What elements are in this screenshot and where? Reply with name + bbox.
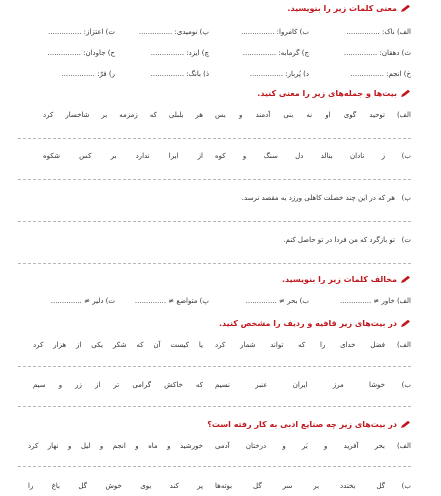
answer-line [18,366,411,367]
word-item: خ) انجم: ............... [350,70,411,78]
section-3-title: مخالف کلمات زیر را بنویسید. [281,275,397,284]
word-item: ذ) بانگ: ............... [150,70,209,78]
section-2-title: بیت‌ها و جمله‌های زیر را معنی کنید. [257,89,397,98]
item-label: ب) [401,381,411,389]
answer-line [18,138,411,139]
sentence: تو بازگرد که من فردا در تو حاصل کنم. [283,236,395,244]
pen-icon [400,420,411,429]
hemistich: گل بخندد بر سر گل بوته‌ها [215,482,385,490]
pen-icon [400,4,411,13]
antonym-item: پ) متواضع ≠ .............. [134,297,209,305]
hemistich: از ایرا ندارد بر کس شکوه [43,152,203,160]
item-label: ت) [401,236,411,244]
sentence: هر که در این چند خصلت کاهلی ورزد به مقصد نرسد. [241,194,395,202]
antonym-item: الف) خاور ≠ .............. [340,297,411,305]
answer-line [18,221,411,222]
section-1-title: معنی کلمات زیر را بنویسید. [287,4,397,13]
word-item: چ) ایزد: ............... [150,49,209,57]
word-item: ح) جاودان: ............... [47,49,115,57]
item-label: الف) [396,111,411,119]
antonym-item: ب) بحر ≠ .............. [245,297,309,305]
word-item: ر) فرّ: ............... [61,70,115,78]
hemistich: هر بلبلی که زمزمه بر شاخسار کرد [43,111,203,119]
word-item: د) پُربار: ............... [249,70,309,78]
answer-line [18,406,411,407]
hemistich: ز نادان بنالد دل سنگ و کوه [215,152,385,160]
item-label: ب) [401,482,411,490]
word-item: ج) گرمابه: ............... [242,49,309,57]
item-label: الف) [396,442,411,450]
section-1-heading [287,4,411,13]
word-item: ت) اعتزاز: ............... [48,28,115,36]
hemistich: که خاکش گرامی تر از زر و سیم [33,381,203,389]
hemistich: پر کند بوی خوش گل باغ را [28,482,203,490]
hemistich: فضل خدای را که تواند شمار کرد [215,341,385,349]
hemistich: یا کیست آن که شکر یکی از هزار کرد [33,341,203,349]
word-item: پ) نومیدی: ............... [138,28,209,36]
word-item: الف) ناک: ............... [346,28,411,36]
item-label: ب) [401,152,411,160]
word-item: ث) دهقان: ............... [343,49,411,57]
answer-line [18,179,411,180]
pen-icon [400,89,411,98]
word-item: ب) کامروا: ............... [241,28,309,36]
hemistich: توحید گوی او نه بنی آدمند و بس [215,111,385,119]
pen-icon [400,275,411,284]
answer-line [18,466,411,467]
section-3-heading [282,275,411,284]
hemistich: بحر آفرید و بَر و درختان آدمی [215,442,385,450]
section-4-title: در بیت‌های زیر قافیه و ردیف را مشخص کنید. [219,319,397,328]
pen-icon [400,319,411,328]
item-label: پ) [401,194,411,202]
section-5-title: در بیت‌های زیر چه صنایع ادبی به کار رفته است؟ [207,420,397,429]
section-5-heading [207,420,411,429]
section-2-heading [257,89,411,98]
item-label: الف) [396,341,411,349]
section-4-heading [219,319,411,328]
answer-line [18,263,411,264]
hemistich: خوشا مرز ایران عنبر نسیم [215,381,385,389]
hemistich: خورشید و ماه و انجم و لیل و نهار کرد [28,442,203,450]
antonym-item: ت) دلیر ≠ .............. [50,297,115,305]
